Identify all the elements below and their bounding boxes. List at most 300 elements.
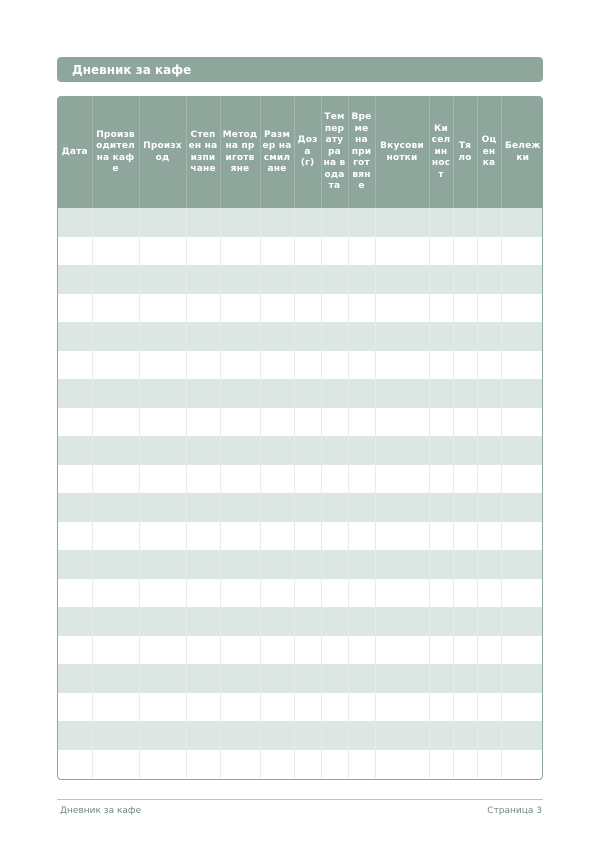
table-cell — [260, 208, 294, 237]
table-cell — [186, 493, 220, 522]
table-cell — [429, 351, 453, 380]
table-cell — [453, 721, 477, 750]
table-cell — [321, 493, 348, 522]
table-cell — [92, 322, 139, 351]
table-cell — [220, 664, 260, 693]
table-cell — [139, 636, 186, 665]
table-cell — [58, 522, 92, 551]
table-cell — [92, 721, 139, 750]
table-cell — [92, 579, 139, 608]
table-cell — [321, 721, 348, 750]
table-cell — [58, 750, 92, 779]
table-cell — [321, 379, 348, 408]
table-cell — [260, 750, 294, 779]
table-cell — [501, 664, 543, 693]
table-row — [58, 436, 543, 465]
table-cell — [429, 550, 453, 579]
table-row — [58, 294, 543, 323]
table-cell — [58, 693, 92, 722]
table-cell — [453, 208, 477, 237]
table-cell — [477, 721, 501, 750]
table-cell — [477, 408, 501, 437]
table-cell — [321, 265, 348, 294]
table-cell — [348, 265, 375, 294]
table-cell — [348, 750, 375, 779]
table-cell — [186, 693, 220, 722]
table-cell — [429, 493, 453, 522]
table-cell — [186, 721, 220, 750]
table-cell — [477, 607, 501, 636]
table-cell — [294, 351, 321, 380]
table-cell — [501, 493, 543, 522]
table-cell — [58, 408, 92, 437]
table-row — [58, 664, 543, 693]
table-cell — [348, 237, 375, 266]
table-cell — [501, 436, 543, 465]
table-cell — [260, 493, 294, 522]
table-cell — [92, 493, 139, 522]
table-cell — [321, 522, 348, 551]
table-cell — [294, 721, 321, 750]
table-cell — [220, 436, 260, 465]
table-cell — [92, 294, 139, 323]
table-cell — [375, 436, 429, 465]
col-header-origin: Произход — [139, 97, 186, 208]
table-cell — [348, 493, 375, 522]
table-cell — [477, 750, 501, 779]
table-cell — [92, 750, 139, 779]
table-cell — [139, 664, 186, 693]
table-cell — [348, 636, 375, 665]
table-cell — [58, 237, 92, 266]
table-cell — [220, 408, 260, 437]
table-cell — [477, 636, 501, 665]
table-cell — [453, 379, 477, 408]
table-cell — [477, 237, 501, 266]
table-cell — [186, 436, 220, 465]
table-cell — [260, 379, 294, 408]
table-cell — [220, 208, 260, 237]
table-cell — [375, 664, 429, 693]
table-cell — [321, 322, 348, 351]
col-header-dose: Доза (г) — [294, 97, 321, 208]
table-cell — [139, 579, 186, 608]
col-header-date: Дата — [58, 97, 92, 208]
table-cell — [92, 522, 139, 551]
table-cell — [501, 465, 543, 494]
table-cell — [477, 322, 501, 351]
table-row — [58, 465, 543, 494]
table-cell — [139, 436, 186, 465]
table-cell — [348, 351, 375, 380]
table-row — [58, 750, 543, 779]
table-cell — [501, 721, 543, 750]
table-cell — [321, 750, 348, 779]
table-cell — [348, 322, 375, 351]
table-cell — [375, 579, 429, 608]
table-cell — [186, 237, 220, 266]
table-cell — [92, 436, 139, 465]
table-row — [58, 208, 543, 237]
table-cell — [375, 636, 429, 665]
log-title-bar — [57, 57, 543, 82]
table-cell — [92, 408, 139, 437]
col-header-roaster: Производител на кафе — [92, 97, 139, 208]
table-cell — [220, 322, 260, 351]
table-cell — [220, 579, 260, 608]
table-cell — [429, 664, 453, 693]
table-cell — [375, 607, 429, 636]
table-cell — [429, 522, 453, 551]
table-cell — [375, 265, 429, 294]
table-cell — [375, 294, 429, 323]
table-cell — [92, 237, 139, 266]
table-cell — [348, 294, 375, 323]
table-cell — [220, 550, 260, 579]
table-cell — [92, 636, 139, 665]
table-row — [58, 721, 543, 750]
col-header-acidity: Киселинност — [429, 97, 453, 208]
table-cell — [260, 237, 294, 266]
table-cell — [321, 294, 348, 323]
table-cell — [260, 294, 294, 323]
table-cell — [477, 294, 501, 323]
table-cell — [58, 664, 92, 693]
table-cell — [186, 664, 220, 693]
table-row — [58, 493, 543, 522]
table-cell — [294, 664, 321, 693]
table-cell — [220, 522, 260, 551]
table-cell — [375, 522, 429, 551]
footer-document-title: Дневник за кафе — [60, 806, 142, 816]
table-cell — [186, 522, 220, 551]
table-cell — [477, 351, 501, 380]
table-cell — [294, 208, 321, 237]
table-cell — [186, 579, 220, 608]
table-cell — [220, 750, 260, 779]
table-cell — [375, 493, 429, 522]
table-cell — [453, 408, 477, 437]
table-cell — [260, 721, 294, 750]
table-cell — [501, 351, 543, 380]
col-header-water-temp: Температура на водата — [321, 97, 348, 208]
table-cell — [477, 436, 501, 465]
table-cell — [220, 237, 260, 266]
table-cell — [139, 522, 186, 551]
table-cell — [260, 351, 294, 380]
table-cell — [260, 322, 294, 351]
table-cell — [220, 721, 260, 750]
table-cell — [260, 465, 294, 494]
table-cell — [501, 636, 543, 665]
table-cell — [477, 465, 501, 494]
table-cell — [321, 208, 348, 237]
table-cell — [294, 607, 321, 636]
table-cell — [186, 351, 220, 380]
table-cell — [501, 607, 543, 636]
table-cell — [139, 265, 186, 294]
table-cell — [348, 522, 375, 551]
table-cell — [186, 750, 220, 779]
table-cell — [186, 294, 220, 323]
table-row — [58, 522, 543, 551]
table-cell — [375, 750, 429, 779]
col-header-flavor-notes: Вкусови нотки — [375, 97, 429, 208]
table-cell — [501, 550, 543, 579]
table-cell — [294, 237, 321, 266]
table-cell — [348, 579, 375, 608]
table-cell — [92, 208, 139, 237]
table-cell — [501, 693, 543, 722]
table-cell — [260, 607, 294, 636]
table-row — [58, 607, 543, 636]
table-cell — [294, 322, 321, 351]
table-cell — [477, 379, 501, 408]
table-cell — [139, 465, 186, 494]
table-cell — [186, 636, 220, 665]
table-cell — [477, 522, 501, 551]
table-cell — [139, 237, 186, 266]
table-cell — [429, 237, 453, 266]
col-header-brew-time: Време на приготвяне — [348, 97, 375, 208]
table-cell — [453, 493, 477, 522]
table-cell — [429, 750, 453, 779]
table-cell — [453, 693, 477, 722]
table-cell — [429, 693, 453, 722]
table-cell — [294, 693, 321, 722]
table-cell — [429, 322, 453, 351]
table-cell — [375, 550, 429, 579]
table-cell — [501, 237, 543, 266]
table-cell — [294, 636, 321, 665]
table-cell — [477, 265, 501, 294]
table-cell — [429, 436, 453, 465]
table-cell — [220, 294, 260, 323]
table-cell — [58, 379, 92, 408]
table-cell — [321, 237, 348, 266]
table-cell — [220, 465, 260, 494]
table-cell — [321, 636, 348, 665]
table-cell — [375, 465, 429, 494]
table-cell — [429, 465, 453, 494]
table-cell — [375, 351, 429, 380]
table-cell — [429, 721, 453, 750]
table-row — [58, 693, 543, 722]
table-cell — [429, 379, 453, 408]
table-cell — [294, 550, 321, 579]
table-cell — [501, 750, 543, 779]
table-cell — [453, 436, 477, 465]
table-cell — [58, 208, 92, 237]
table-cell — [260, 664, 294, 693]
table-cell — [453, 550, 477, 579]
table-cell — [139, 607, 186, 636]
table-cell — [294, 436, 321, 465]
table-cell — [453, 664, 477, 693]
table-cell — [453, 322, 477, 351]
table-cell — [186, 465, 220, 494]
table-cell — [92, 265, 139, 294]
footer-page-number: Страница 3 — [487, 806, 542, 816]
table-cell — [348, 664, 375, 693]
table-cell — [453, 237, 477, 266]
table-cell — [220, 379, 260, 408]
table-cell — [501, 294, 543, 323]
table-cell — [58, 579, 92, 608]
table-cell — [477, 693, 501, 722]
table-cell — [260, 579, 294, 608]
table-cell — [186, 607, 220, 636]
table-cell — [321, 408, 348, 437]
table-cell — [186, 208, 220, 237]
table-cell — [453, 465, 477, 494]
table-cell — [186, 408, 220, 437]
coffee-log-table — [57, 96, 543, 780]
table-cell — [321, 550, 348, 579]
table-cell — [375, 693, 429, 722]
table-cell — [477, 664, 501, 693]
table-cell — [321, 607, 348, 636]
col-header-notes: Бележки — [501, 97, 543, 208]
table-cell — [92, 465, 139, 494]
table-cell — [260, 636, 294, 665]
table-row — [58, 237, 543, 266]
col-header-rating: Оценка — [477, 97, 501, 208]
table-cell — [260, 522, 294, 551]
table-cell — [348, 379, 375, 408]
table-cell — [58, 436, 92, 465]
table-cell — [186, 379, 220, 408]
table-cell — [453, 351, 477, 380]
table-cell — [294, 493, 321, 522]
table-cell — [260, 265, 294, 294]
table-cell — [294, 408, 321, 437]
table-cell — [139, 693, 186, 722]
table-header-row — [58, 97, 543, 208]
table-cell — [139, 493, 186, 522]
table-cell — [220, 265, 260, 294]
table-cell — [375, 237, 429, 266]
table-cell — [348, 465, 375, 494]
table-cell — [58, 265, 92, 294]
table-row — [58, 322, 543, 351]
table-cell — [453, 636, 477, 665]
table-cell — [139, 750, 186, 779]
table-cell — [58, 607, 92, 636]
table-row — [58, 265, 543, 294]
table-cell — [260, 408, 294, 437]
table-cell — [453, 265, 477, 294]
table-cell — [294, 265, 321, 294]
table-cell — [348, 436, 375, 465]
table-cell — [58, 493, 92, 522]
table-cell — [139, 721, 186, 750]
table-row — [58, 579, 543, 608]
table-cell — [375, 379, 429, 408]
table-cell — [321, 579, 348, 608]
table-cell — [429, 607, 453, 636]
table-cell — [429, 636, 453, 665]
table-cell — [501, 579, 543, 608]
table-cell — [501, 322, 543, 351]
table-cell — [92, 607, 139, 636]
table-cell — [453, 522, 477, 551]
table-cell — [139, 294, 186, 323]
table-cell — [92, 693, 139, 722]
table-cell — [375, 208, 429, 237]
table-row — [58, 351, 543, 380]
table-cell — [321, 351, 348, 380]
table-cell — [348, 607, 375, 636]
table-cell — [453, 579, 477, 608]
col-header-grind-size: Размер на смилане — [260, 97, 294, 208]
table-cell — [348, 408, 375, 437]
table-cell — [220, 493, 260, 522]
table-cell — [58, 294, 92, 323]
table-cell — [58, 351, 92, 380]
table-row — [58, 379, 543, 408]
table-cell — [321, 693, 348, 722]
col-header-body: Тяло — [453, 97, 477, 208]
table-cell — [58, 550, 92, 579]
table-cell — [294, 294, 321, 323]
table-cell — [375, 322, 429, 351]
table-cell — [501, 379, 543, 408]
table-cell — [429, 294, 453, 323]
table-cell — [220, 351, 260, 380]
table-cell — [477, 579, 501, 608]
table-cell — [260, 550, 294, 579]
col-header-brew-method: Метод на приготвяне — [220, 97, 260, 208]
table-cell — [92, 664, 139, 693]
table-cell — [58, 465, 92, 494]
table-cell — [92, 379, 139, 408]
table-cell — [429, 208, 453, 237]
table-cell — [294, 579, 321, 608]
footer-divider — [57, 799, 543, 800]
table-cell — [375, 408, 429, 437]
table-cell — [260, 436, 294, 465]
table-cell — [58, 322, 92, 351]
table-cell — [294, 379, 321, 408]
table-cell — [429, 579, 453, 608]
table-cell — [92, 550, 139, 579]
table-cell — [139, 408, 186, 437]
table-row — [58, 408, 543, 437]
table-cell — [186, 265, 220, 294]
table-cell — [501, 408, 543, 437]
table-cell — [321, 436, 348, 465]
table-cell — [294, 522, 321, 551]
table-cell — [220, 693, 260, 722]
table-cell — [348, 550, 375, 579]
table-cell — [321, 664, 348, 693]
col-header-roast-level: Степен на изпичане — [186, 97, 220, 208]
table-cell — [220, 607, 260, 636]
table-cell — [348, 721, 375, 750]
table-cell — [348, 693, 375, 722]
table-cell — [139, 550, 186, 579]
table-cell — [92, 351, 139, 380]
table-cell — [58, 636, 92, 665]
table-cell — [321, 465, 348, 494]
table-cell — [501, 265, 543, 294]
table-cell — [186, 550, 220, 579]
page-title: Дневник за кафе — [72, 62, 192, 77]
table-cell — [501, 522, 543, 551]
table-cell — [477, 493, 501, 522]
table-cell — [477, 550, 501, 579]
